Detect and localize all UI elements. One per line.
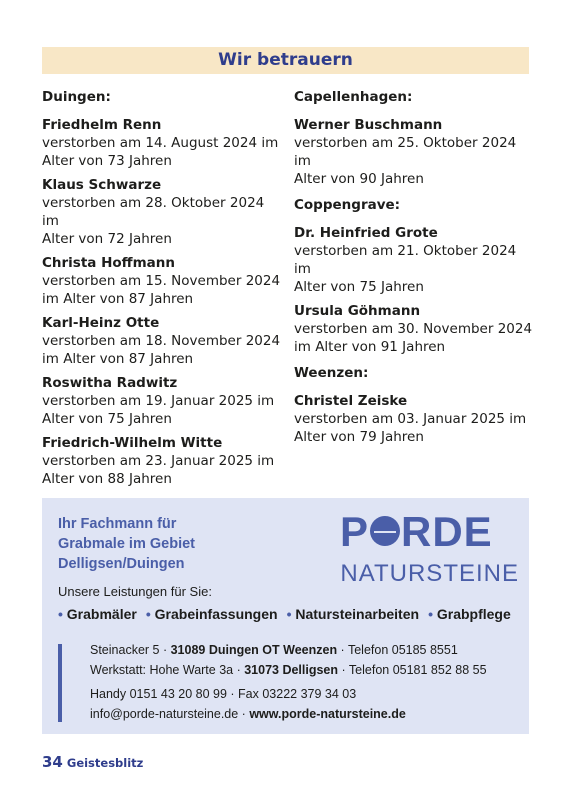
page-footer xyxy=(42,752,143,771)
service-label: Grabmäler xyxy=(66,606,137,622)
advertisement-box xyxy=(42,498,529,734)
obituary-entry xyxy=(42,254,282,308)
obituary-entry xyxy=(42,434,282,488)
obituary-entry xyxy=(294,302,534,356)
deceased-name: Klaus Schwarze xyxy=(42,177,162,193)
death-date-line: verstorben am 30. November 2024 xyxy=(294,321,533,337)
age-line: im Alter von 87 Jahren xyxy=(42,291,194,307)
death-date-line: verstorben am 15. November 2024 xyxy=(42,273,281,289)
service-item xyxy=(146,606,278,622)
service-item xyxy=(287,606,420,622)
obituary-entry xyxy=(294,224,534,296)
ad-title-line: Ihr Fachmann für xyxy=(58,516,177,532)
address-line-2 xyxy=(90,660,487,680)
age-line: im Alter von 91 Jahren xyxy=(294,339,446,355)
deceased-name: Karl-Heinz Otte xyxy=(42,315,160,331)
death-date-line: verstorben am 03. Januar 2025 im xyxy=(294,411,527,427)
deceased-name: Friedhelm Renn xyxy=(42,117,162,133)
address-postcode: 31089 Duingen OT Weenzen xyxy=(170,643,338,657)
service-label: Grabeinfassungen xyxy=(154,606,278,622)
death-date-line: verstorben am 18. November 2024 xyxy=(42,333,281,349)
bullet-icon: • xyxy=(286,606,292,622)
ad-title xyxy=(58,514,258,574)
logo-letter-p: P xyxy=(340,508,370,555)
magazine-name: Geistesblitz xyxy=(66,756,144,770)
address-phone: · Telefon 05181 852 88 55 xyxy=(338,663,487,677)
town-group-coppengrave xyxy=(294,196,534,356)
town-group-capellenhagen xyxy=(294,88,534,188)
service-item xyxy=(428,606,511,622)
service-label: Natursteinarbeiten xyxy=(295,606,420,622)
town-group-weenzen xyxy=(294,364,534,446)
age-line: Alter von 75 Jahren xyxy=(294,279,424,295)
age-line: Alter von 90 Jahren xyxy=(294,171,424,187)
contact-accent-bar xyxy=(58,644,62,722)
ad-title-line: Grabmale im Gebiet xyxy=(58,536,195,552)
obituary-entry xyxy=(294,392,534,446)
town-heading: Coppengrave: xyxy=(294,197,401,213)
logo-o-icon xyxy=(370,516,400,546)
address-text: Werkstatt: Hohe Warte 3a · xyxy=(90,663,245,677)
services-list xyxy=(58,606,511,622)
address-text: Steinacker 5 · xyxy=(90,643,171,657)
company-logo xyxy=(340,508,520,555)
logo-subtitle: NATURSTEINE xyxy=(340,560,519,587)
death-date-line: verstorben am 14. August 2024 im xyxy=(42,135,279,151)
deceased-name: Werner Buschmann xyxy=(294,117,443,133)
contact-block xyxy=(90,640,487,724)
address-postcode: 31073 Delligsen xyxy=(244,663,339,677)
page-heading: Wir betrauern xyxy=(218,50,353,70)
deceased-name: Christel Zeiske xyxy=(294,393,408,409)
bullet-icon: • xyxy=(58,606,63,622)
deceased-name: Dr. Heinfried Grote xyxy=(294,225,438,241)
age-line: Alter von 73 Jahren xyxy=(42,153,172,169)
town-heading-duingen: Duingen: xyxy=(42,89,111,105)
age-line: Alter von 79 Jahren xyxy=(294,429,424,445)
age-line: Alter von 72 Jahren xyxy=(42,231,172,247)
email-link[interactable]: info@porde-natursteine.de · xyxy=(90,707,250,721)
ad-title-line: Delligsen/Duingen xyxy=(58,556,185,572)
heading-banner xyxy=(42,47,529,74)
bullet-icon: • xyxy=(145,606,151,622)
right-column xyxy=(294,88,534,454)
age-line: Alter von 88 Jahren xyxy=(42,471,172,487)
deceased-name: Christa Hoffmann xyxy=(42,255,176,271)
death-date-line: verstorben am 28. Oktober 2024 im xyxy=(42,195,265,229)
obituary-entry xyxy=(42,176,282,248)
death-date-line: verstorben am 25. Oktober 2024 im xyxy=(294,135,517,169)
deceased-name: Roswitha Radwitz xyxy=(42,375,178,391)
death-date-line: verstorben am 21. Oktober 2024 im xyxy=(294,243,517,277)
left-column xyxy=(42,88,282,494)
service-label: Grabpflege xyxy=(436,606,511,622)
phone-fax-line: Handy 0151 43 20 80 99 · Fax 03222 379 34 03 xyxy=(90,687,357,701)
town-heading: Capellenhagen: xyxy=(294,89,413,105)
services-label: Unsere Leistungen für Sie: xyxy=(58,584,212,599)
death-date-line: verstorben am 23. Januar 2025 im xyxy=(42,453,275,469)
obituary-entry xyxy=(42,374,282,428)
service-item xyxy=(58,606,137,622)
town-heading: Weenzen: xyxy=(294,365,369,381)
bullet-icon: • xyxy=(428,606,433,622)
obituary-entry xyxy=(42,116,282,170)
age-line: Alter von 75 Jahren xyxy=(42,411,172,427)
address-line-1 xyxy=(90,640,487,660)
logo-letters-rde: RDE xyxy=(401,508,493,555)
obituary-entry xyxy=(294,116,534,188)
age-line: im Alter von 87 Jahren xyxy=(42,351,194,367)
address-phone: · Telefon 05185 8551 xyxy=(337,643,458,657)
deceased-name: Friedrich-Wilhelm Witte xyxy=(42,435,223,451)
obituary-entry xyxy=(42,314,282,368)
page-number: 34 xyxy=(42,753,63,771)
web-line xyxy=(90,704,487,724)
website-link[interactable]: www.porde-natursteine.de xyxy=(249,707,406,721)
death-date-line: verstorben am 19. Januar 2025 im xyxy=(42,393,275,409)
deceased-name: Ursula Göhmann xyxy=(294,303,421,319)
